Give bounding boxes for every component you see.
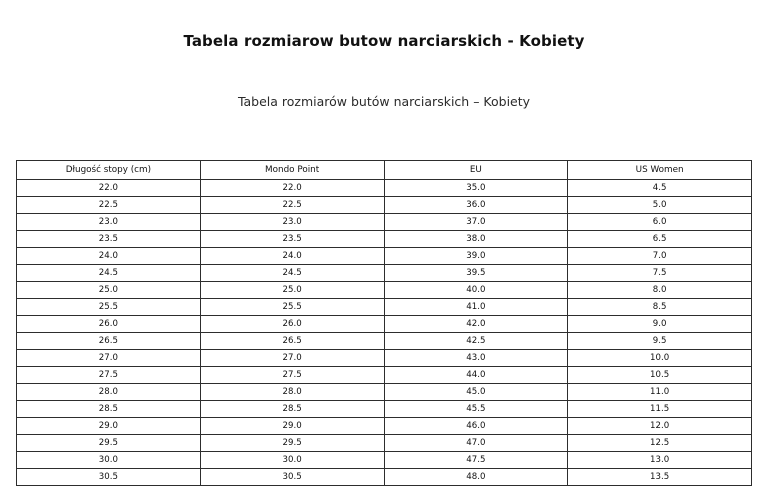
cell-us-women: 8.0 bbox=[568, 282, 752, 299]
cell-eu: 42.5 bbox=[384, 333, 568, 350]
cell-foot-length: 29.0 bbox=[17, 418, 201, 435]
size-table-container bbox=[16, 160, 752, 486]
table-row bbox=[17, 384, 752, 401]
cell-us-women: 6.0 bbox=[568, 214, 752, 231]
column-header-us-women: US Women bbox=[568, 161, 752, 180]
cell-us-women: 11.0 bbox=[568, 384, 752, 401]
cell-foot-length: 23.5 bbox=[17, 231, 201, 248]
cell-us-women: 10.5 bbox=[568, 367, 752, 384]
cell-eu: 35.0 bbox=[384, 180, 568, 197]
cell-foot-length: 28.5 bbox=[17, 401, 201, 418]
cell-us-women: 12.5 bbox=[568, 435, 752, 452]
table-row bbox=[17, 248, 752, 265]
cell-mondo-point: 29.5 bbox=[200, 435, 384, 452]
column-header-eu: EU bbox=[384, 161, 568, 180]
table-row bbox=[17, 333, 752, 350]
cell-mondo-point: 28.0 bbox=[200, 384, 384, 401]
cell-eu: 45.0 bbox=[384, 384, 568, 401]
table-row bbox=[17, 367, 752, 384]
column-header-foot-length: Długość stopy (cm) bbox=[17, 161, 201, 180]
cell-eu: 48.0 bbox=[384, 469, 568, 486]
cell-mondo-point: 26.0 bbox=[200, 316, 384, 333]
table-row bbox=[17, 401, 752, 418]
table-row bbox=[17, 350, 752, 367]
cell-mondo-point: 27.0 bbox=[200, 350, 384, 367]
cell-mondo-point: 30.5 bbox=[200, 469, 384, 486]
cell-mondo-point: 26.5 bbox=[200, 333, 384, 350]
cell-us-women: 4.5 bbox=[568, 180, 752, 197]
cell-mondo-point: 24.5 bbox=[200, 265, 384, 282]
cell-us-women: 7.0 bbox=[568, 248, 752, 265]
cell-us-women: 10.0 bbox=[568, 350, 752, 367]
cell-foot-length: 27.5 bbox=[17, 367, 201, 384]
cell-eu: 45.5 bbox=[384, 401, 568, 418]
table-row bbox=[17, 180, 752, 197]
cell-foot-length: 25.5 bbox=[17, 299, 201, 316]
cell-mondo-point: 22.5 bbox=[200, 197, 384, 214]
table-row bbox=[17, 418, 752, 435]
cell-foot-length: 30.5 bbox=[17, 469, 201, 486]
cell-mondo-point: 30.0 bbox=[200, 452, 384, 469]
page-title: Tabela rozmiarow butow narciarskich - Kobiety bbox=[183, 32, 585, 50]
table-header-row bbox=[17, 161, 752, 180]
cell-us-women: 9.0 bbox=[568, 316, 752, 333]
cell-mondo-point: 24.0 bbox=[200, 248, 384, 265]
cell-eu: 41.0 bbox=[384, 299, 568, 316]
cell-eu: 47.0 bbox=[384, 435, 568, 452]
cell-mondo-point: 23.5 bbox=[200, 231, 384, 248]
cell-us-women: 7.5 bbox=[568, 265, 752, 282]
table-caption: Tabela rozmiarów butów narciarskich – Kobiety bbox=[237, 94, 531, 109]
cell-foot-length: 23.0 bbox=[17, 214, 201, 231]
cell-foot-length: 22.0 bbox=[17, 180, 201, 197]
table-row bbox=[17, 282, 752, 299]
cell-eu: 39.0 bbox=[384, 248, 568, 265]
cell-foot-length: 25.0 bbox=[17, 282, 201, 299]
cell-mondo-point: 29.0 bbox=[200, 418, 384, 435]
cell-us-women: 6.5 bbox=[568, 231, 752, 248]
cell-mondo-point: 25.5 bbox=[200, 299, 384, 316]
cell-eu: 43.0 bbox=[384, 350, 568, 367]
cell-foot-length: 26.0 bbox=[17, 316, 201, 333]
cell-mondo-point: 22.0 bbox=[200, 180, 384, 197]
cell-foot-length: 29.5 bbox=[17, 435, 201, 452]
cell-us-women: 5.0 bbox=[568, 197, 752, 214]
column-header-mondo-point: Mondo Point bbox=[200, 161, 384, 180]
cell-eu: 36.0 bbox=[384, 197, 568, 214]
cell-foot-length: 27.0 bbox=[17, 350, 201, 367]
cell-us-women: 13.5 bbox=[568, 469, 752, 486]
table-row bbox=[17, 316, 752, 333]
cell-eu: 46.0 bbox=[384, 418, 568, 435]
cell-us-women: 12.0 bbox=[568, 418, 752, 435]
ski-boot-size-table bbox=[16, 160, 752, 486]
table-row bbox=[17, 299, 752, 316]
cell-eu: 40.0 bbox=[384, 282, 568, 299]
cell-us-women: 9.5 bbox=[568, 333, 752, 350]
cell-mondo-point: 23.0 bbox=[200, 214, 384, 231]
cell-eu: 47.5 bbox=[384, 452, 568, 469]
cell-foot-length: 24.5 bbox=[17, 265, 201, 282]
cell-mondo-point: 25.0 bbox=[200, 282, 384, 299]
cell-eu: 39.5 bbox=[384, 265, 568, 282]
table-row bbox=[17, 265, 752, 282]
cell-foot-length: 28.0 bbox=[17, 384, 201, 401]
cell-eu: 44.0 bbox=[384, 367, 568, 384]
table-header bbox=[17, 161, 752, 180]
cell-foot-length: 24.0 bbox=[17, 248, 201, 265]
cell-foot-length: 26.5 bbox=[17, 333, 201, 350]
cell-mondo-point: 28.5 bbox=[200, 401, 384, 418]
table-row bbox=[17, 231, 752, 248]
cell-us-women: 13.0 bbox=[568, 452, 752, 469]
table-row bbox=[17, 435, 752, 452]
table-row bbox=[17, 214, 752, 231]
cell-foot-length: 22.5 bbox=[17, 197, 201, 214]
cell-mondo-point: 27.5 bbox=[200, 367, 384, 384]
cell-eu: 38.0 bbox=[384, 231, 568, 248]
cell-foot-length: 30.0 bbox=[17, 452, 201, 469]
cell-eu: 42.0 bbox=[384, 316, 568, 333]
table-row bbox=[17, 197, 752, 214]
table-body bbox=[17, 180, 752, 486]
table-row bbox=[17, 452, 752, 469]
cell-us-women: 11.5 bbox=[568, 401, 752, 418]
cell-us-women: 8.5 bbox=[568, 299, 752, 316]
table-row bbox=[17, 469, 752, 486]
cell-eu: 37.0 bbox=[384, 214, 568, 231]
